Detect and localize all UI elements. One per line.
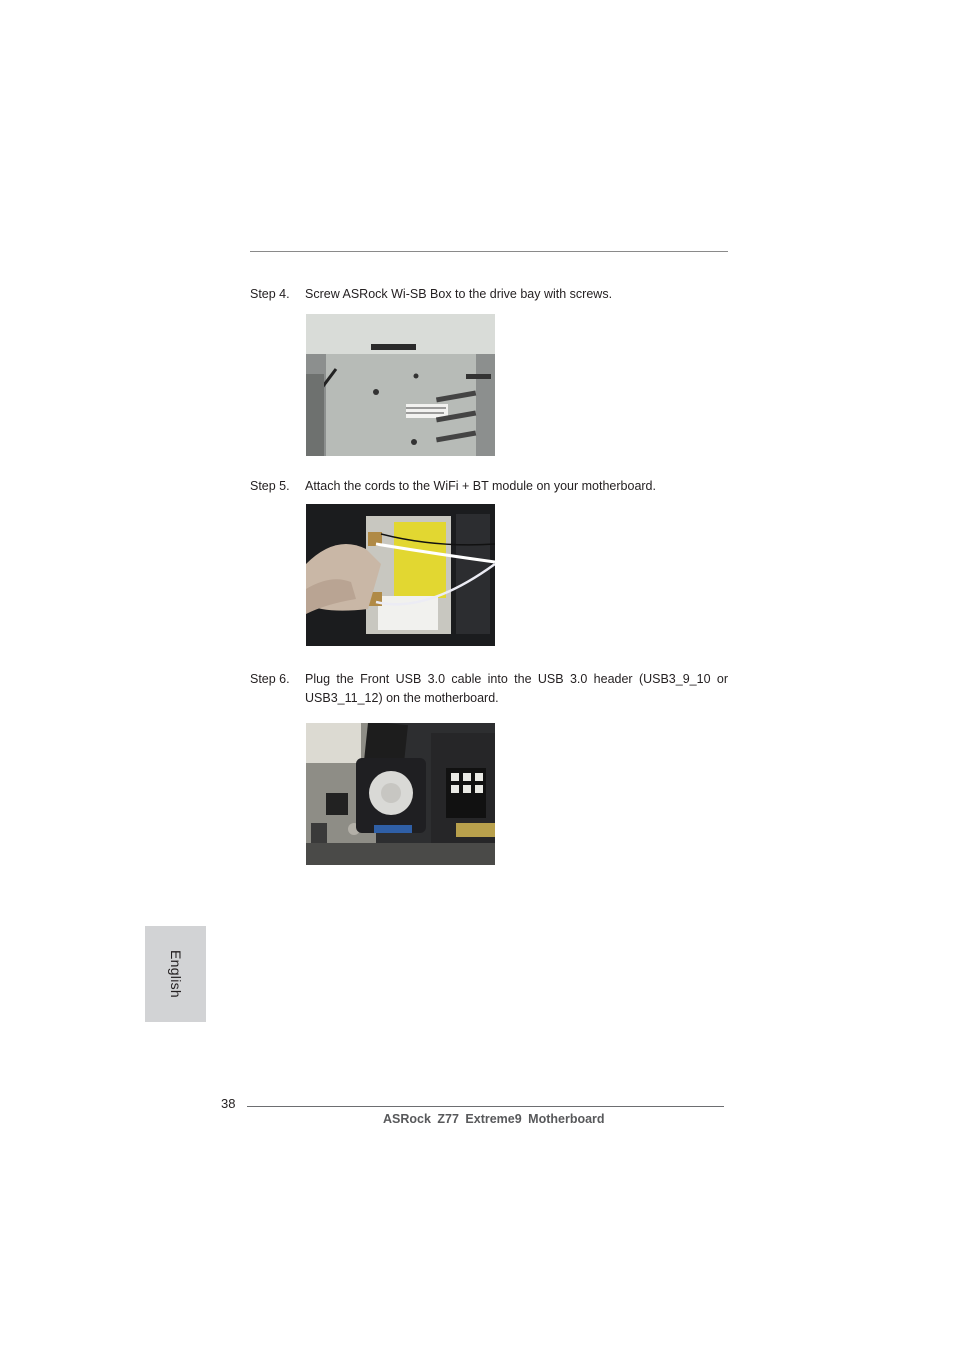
step-5-label: Step 5. [250,479,290,493]
step-5-text: Attach the cords to the WiFi + BT module on your motherboard. [305,479,656,493]
page-number: 38 [221,1096,236,1111]
step-6-text: Plug the Front USB 3.0 cable into the USB 3.0 header (USB3_9_10 or USB3_11_12) on the motherboard. [305,672,728,705]
wifi-module-cords-photo [306,504,495,646]
step-4-label: Step 4. [250,287,290,301]
language-tab-label: English [167,949,184,999]
footer-rule [247,1106,724,1107]
header-rule [250,251,728,252]
step-4-text: Screw ASRock Wi-SB Box to the drive bay with screws. [305,287,613,301]
language-tab [145,926,206,1022]
footer-title: ASRock Z77 Extreme9 Motherboard [383,1112,605,1126]
usb3-header-photo [306,723,495,865]
step-6-label: Step 6. [250,672,290,686]
drive-bay-screws-photo [306,314,495,456]
